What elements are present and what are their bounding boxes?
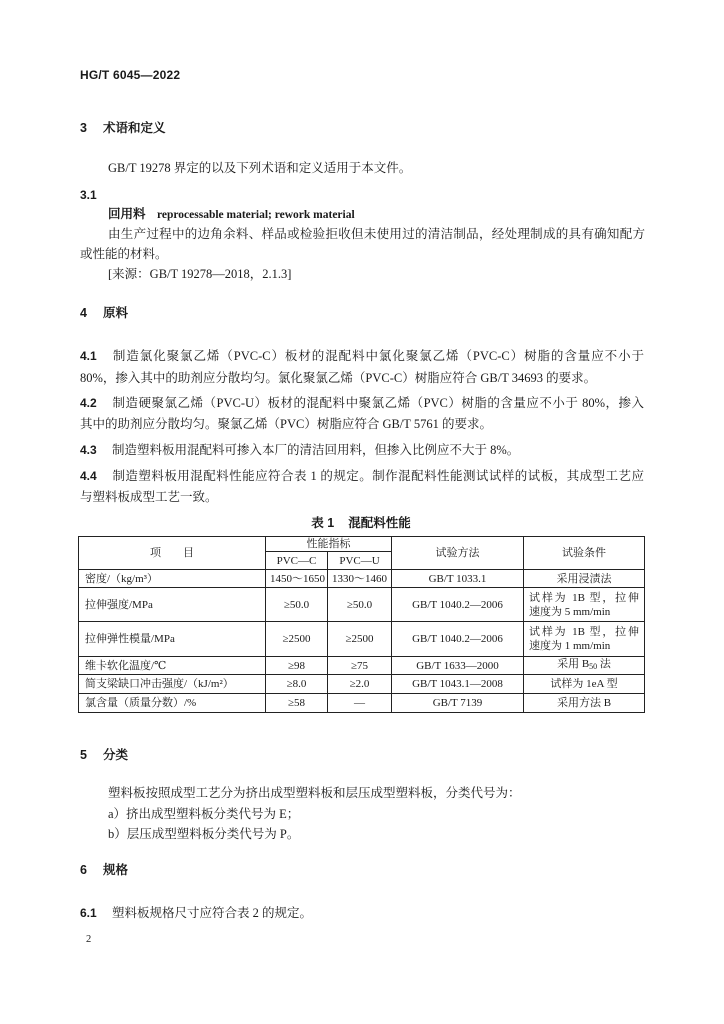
mix-properties-table bbox=[78, 536, 645, 713]
cell-condition bbox=[524, 622, 645, 657]
condition-line-2: 速度为 1 mm/min bbox=[529, 640, 611, 652]
term-definition-line-2: 或性能的材料。 bbox=[80, 247, 168, 261]
header-pvc-c: PVC—C bbox=[266, 552, 328, 570]
cell-pvc-u: ≥75 bbox=[328, 657, 392, 675]
table-row bbox=[79, 622, 645, 657]
condition-line-1: 试样为 1B 型，拉伸 bbox=[529, 591, 639, 604]
cell-method: GB/T 1633—2000 bbox=[392, 657, 524, 675]
clause-4-4-line-1 bbox=[80, 469, 644, 484]
term-number: 3.1 bbox=[80, 188, 97, 202]
table-number: 表 1 bbox=[311, 516, 335, 530]
section-3-heading bbox=[80, 121, 166, 136]
term-source: [来源：GB/T 19278—2018，2.1.3] bbox=[108, 267, 292, 281]
cell-pvc-u: 1330～1460 bbox=[328, 570, 392, 588]
clause-number: 4.2 bbox=[80, 396, 97, 410]
condition-line-2: 速度为 5 mm/min bbox=[529, 605, 611, 618]
cell-item: 密度/（kg/m³） bbox=[79, 570, 266, 588]
table-caption bbox=[78, 516, 644, 531]
clause-4-2-line-1 bbox=[80, 396, 644, 411]
list-item: a）挤出成型塑料板分类代号为 E； bbox=[108, 807, 300, 821]
list-item: b）层压成型塑料板分类代号为 P。 bbox=[108, 827, 300, 841]
section-number: 6 bbox=[80, 863, 87, 877]
clause-4-1-line-2: 80%，掺入其中的助剂应分散均匀。氯化聚氯乙烯（PVC-C）树脂应符合 GB/T 34693 的要求。 bbox=[80, 371, 597, 385]
condition-text: 采用 B bbox=[557, 658, 590, 670]
cell-condition bbox=[524, 657, 645, 675]
section-number: 4 bbox=[80, 306, 87, 320]
cell-item: 拉伸弹性模量/MPa bbox=[79, 622, 266, 657]
header-item: 项 目 bbox=[79, 537, 266, 570]
clause-4-2-line-2: 其中的助剂应分散均匀。聚氯乙烯（PVC）树脂应符合 GB/T 5761 的要求。 bbox=[80, 417, 492, 431]
page-number: 2 bbox=[86, 934, 92, 945]
cell-item: 简支梁缺口冲击强度/（kJ/m²） bbox=[79, 675, 266, 694]
clause-text: 制造硬聚氯乙烯（PVC-U）板材的混配料中聚氯乙烯（PVC）树脂的含量应不小于 80%，掺入 bbox=[112, 396, 644, 410]
clause-text: 制造塑料板用混配料性能应符合表 1 的规定。制作混配料性能测试试样的试板，其成型工艺应 bbox=[112, 469, 644, 483]
cell-pvc-u: ≥2.0 bbox=[328, 675, 392, 694]
header-pvc-u: PVC—U bbox=[328, 552, 392, 570]
cell-pvc-c: ≥8.0 bbox=[266, 675, 328, 694]
term-chinese: 回用料 bbox=[108, 207, 146, 221]
condition-line-1: 试样为 1B 型，拉伸 bbox=[529, 626, 639, 638]
term-definition-line-1: 由生产过程中的边角余料、样品或检验拒收但未使用过的清洁制品，经处理制成的具有确知配方 bbox=[108, 227, 645, 241]
section-title: 规格 bbox=[103, 863, 129, 877]
cell-pvc-c: ≥58 bbox=[266, 694, 328, 713]
section-number: 5 bbox=[80, 748, 87, 762]
clause-4-3 bbox=[80, 443, 519, 458]
clause-4-1-line-1 bbox=[80, 349, 644, 364]
section-title: 术语和定义 bbox=[103, 121, 166, 135]
cell-item: 维卡软化温度/℃ bbox=[79, 657, 266, 675]
term-english: reprocessable material; rework material bbox=[157, 209, 355, 221]
cell-item: 氯含量（质量分数）/% bbox=[79, 694, 266, 713]
cell-pvc-u: — bbox=[328, 694, 392, 713]
section-5-intro: 塑料板按照成型工艺分为挤出成型塑料板和层压成型塑料板，分类代号为： bbox=[108, 786, 521, 800]
cell-method: GB/T 1033.1 bbox=[392, 570, 524, 588]
condition-subscript: 50 bbox=[589, 662, 598, 671]
section-5-heading bbox=[80, 748, 128, 763]
table-row bbox=[79, 675, 645, 694]
clause-number: 6.1 bbox=[80, 906, 97, 920]
cell-method: GB/T 7139 bbox=[392, 694, 524, 713]
section-6-heading bbox=[80, 863, 128, 878]
clause-number: 4.4 bbox=[80, 469, 97, 483]
table-row bbox=[79, 657, 645, 675]
section-4-heading bbox=[80, 306, 128, 321]
table-title: 混配料性能 bbox=[348, 516, 411, 530]
cell-condition bbox=[524, 588, 645, 622]
cell-pvc-u: ≥2500 bbox=[328, 622, 392, 657]
clause-4-4-line-2: 与塑料板成型工艺一致。 bbox=[80, 490, 218, 504]
table-header-row bbox=[79, 537, 645, 552]
cell-pvc-c: ≥2500 bbox=[266, 622, 328, 657]
clause-text: 塑料板规格尺寸应符合表 2 的规定。 bbox=[112, 906, 313, 920]
table-row bbox=[79, 588, 645, 622]
clause-text: 制造塑料板用混配料可掺入本厂的清洁回用料，但掺入比例应不大于 8%。 bbox=[112, 443, 520, 457]
table-row bbox=[79, 570, 645, 588]
cell-pvc-c: 1450～1650 bbox=[266, 570, 328, 588]
cell-condition: 采用方法 B bbox=[524, 694, 645, 713]
clause-number: 4.3 bbox=[80, 443, 97, 457]
cell-method: GB/T 1040.2—2006 bbox=[392, 622, 524, 657]
condition-suffix: 法 bbox=[597, 658, 611, 670]
header-condition: 试验条件 bbox=[524, 537, 645, 570]
cell-condition: 采用浸渍法 bbox=[524, 570, 645, 588]
cell-condition: 试样为 1eA 型 bbox=[524, 675, 645, 694]
section-3-intro: GB/T 19278 界定的以及下列术语和定义适用于本文件。 bbox=[108, 161, 412, 175]
cell-method: GB/T 1040.2—2006 bbox=[392, 588, 524, 622]
section-title: 分类 bbox=[103, 748, 129, 762]
clause-text: 制造氯化聚氯乙烯（PVC-C）板材的混配料中氯化聚氯乙烯（PVC-C）树脂的含量应不小于 bbox=[112, 349, 644, 363]
section-number: 3 bbox=[80, 121, 87, 135]
term-entry bbox=[108, 207, 355, 223]
cell-method: GB/T 1043.1—2008 bbox=[392, 675, 524, 694]
header-spec: 性能指标 bbox=[266, 537, 392, 552]
section-title: 原料 bbox=[103, 306, 129, 320]
cell-pvc-u: ≥50.0 bbox=[328, 588, 392, 622]
document-code: HG/T 6045—2022 bbox=[80, 68, 181, 82]
cell-item: 拉伸强度/MPa bbox=[79, 588, 266, 622]
header-method: 试验方法 bbox=[392, 537, 524, 570]
clause-number: 4.1 bbox=[80, 349, 97, 363]
cell-pvc-c: ≥98 bbox=[266, 657, 328, 675]
table-row bbox=[79, 694, 645, 713]
clause-6-1 bbox=[80, 906, 312, 921]
cell-pvc-c: ≥50.0 bbox=[266, 588, 328, 622]
